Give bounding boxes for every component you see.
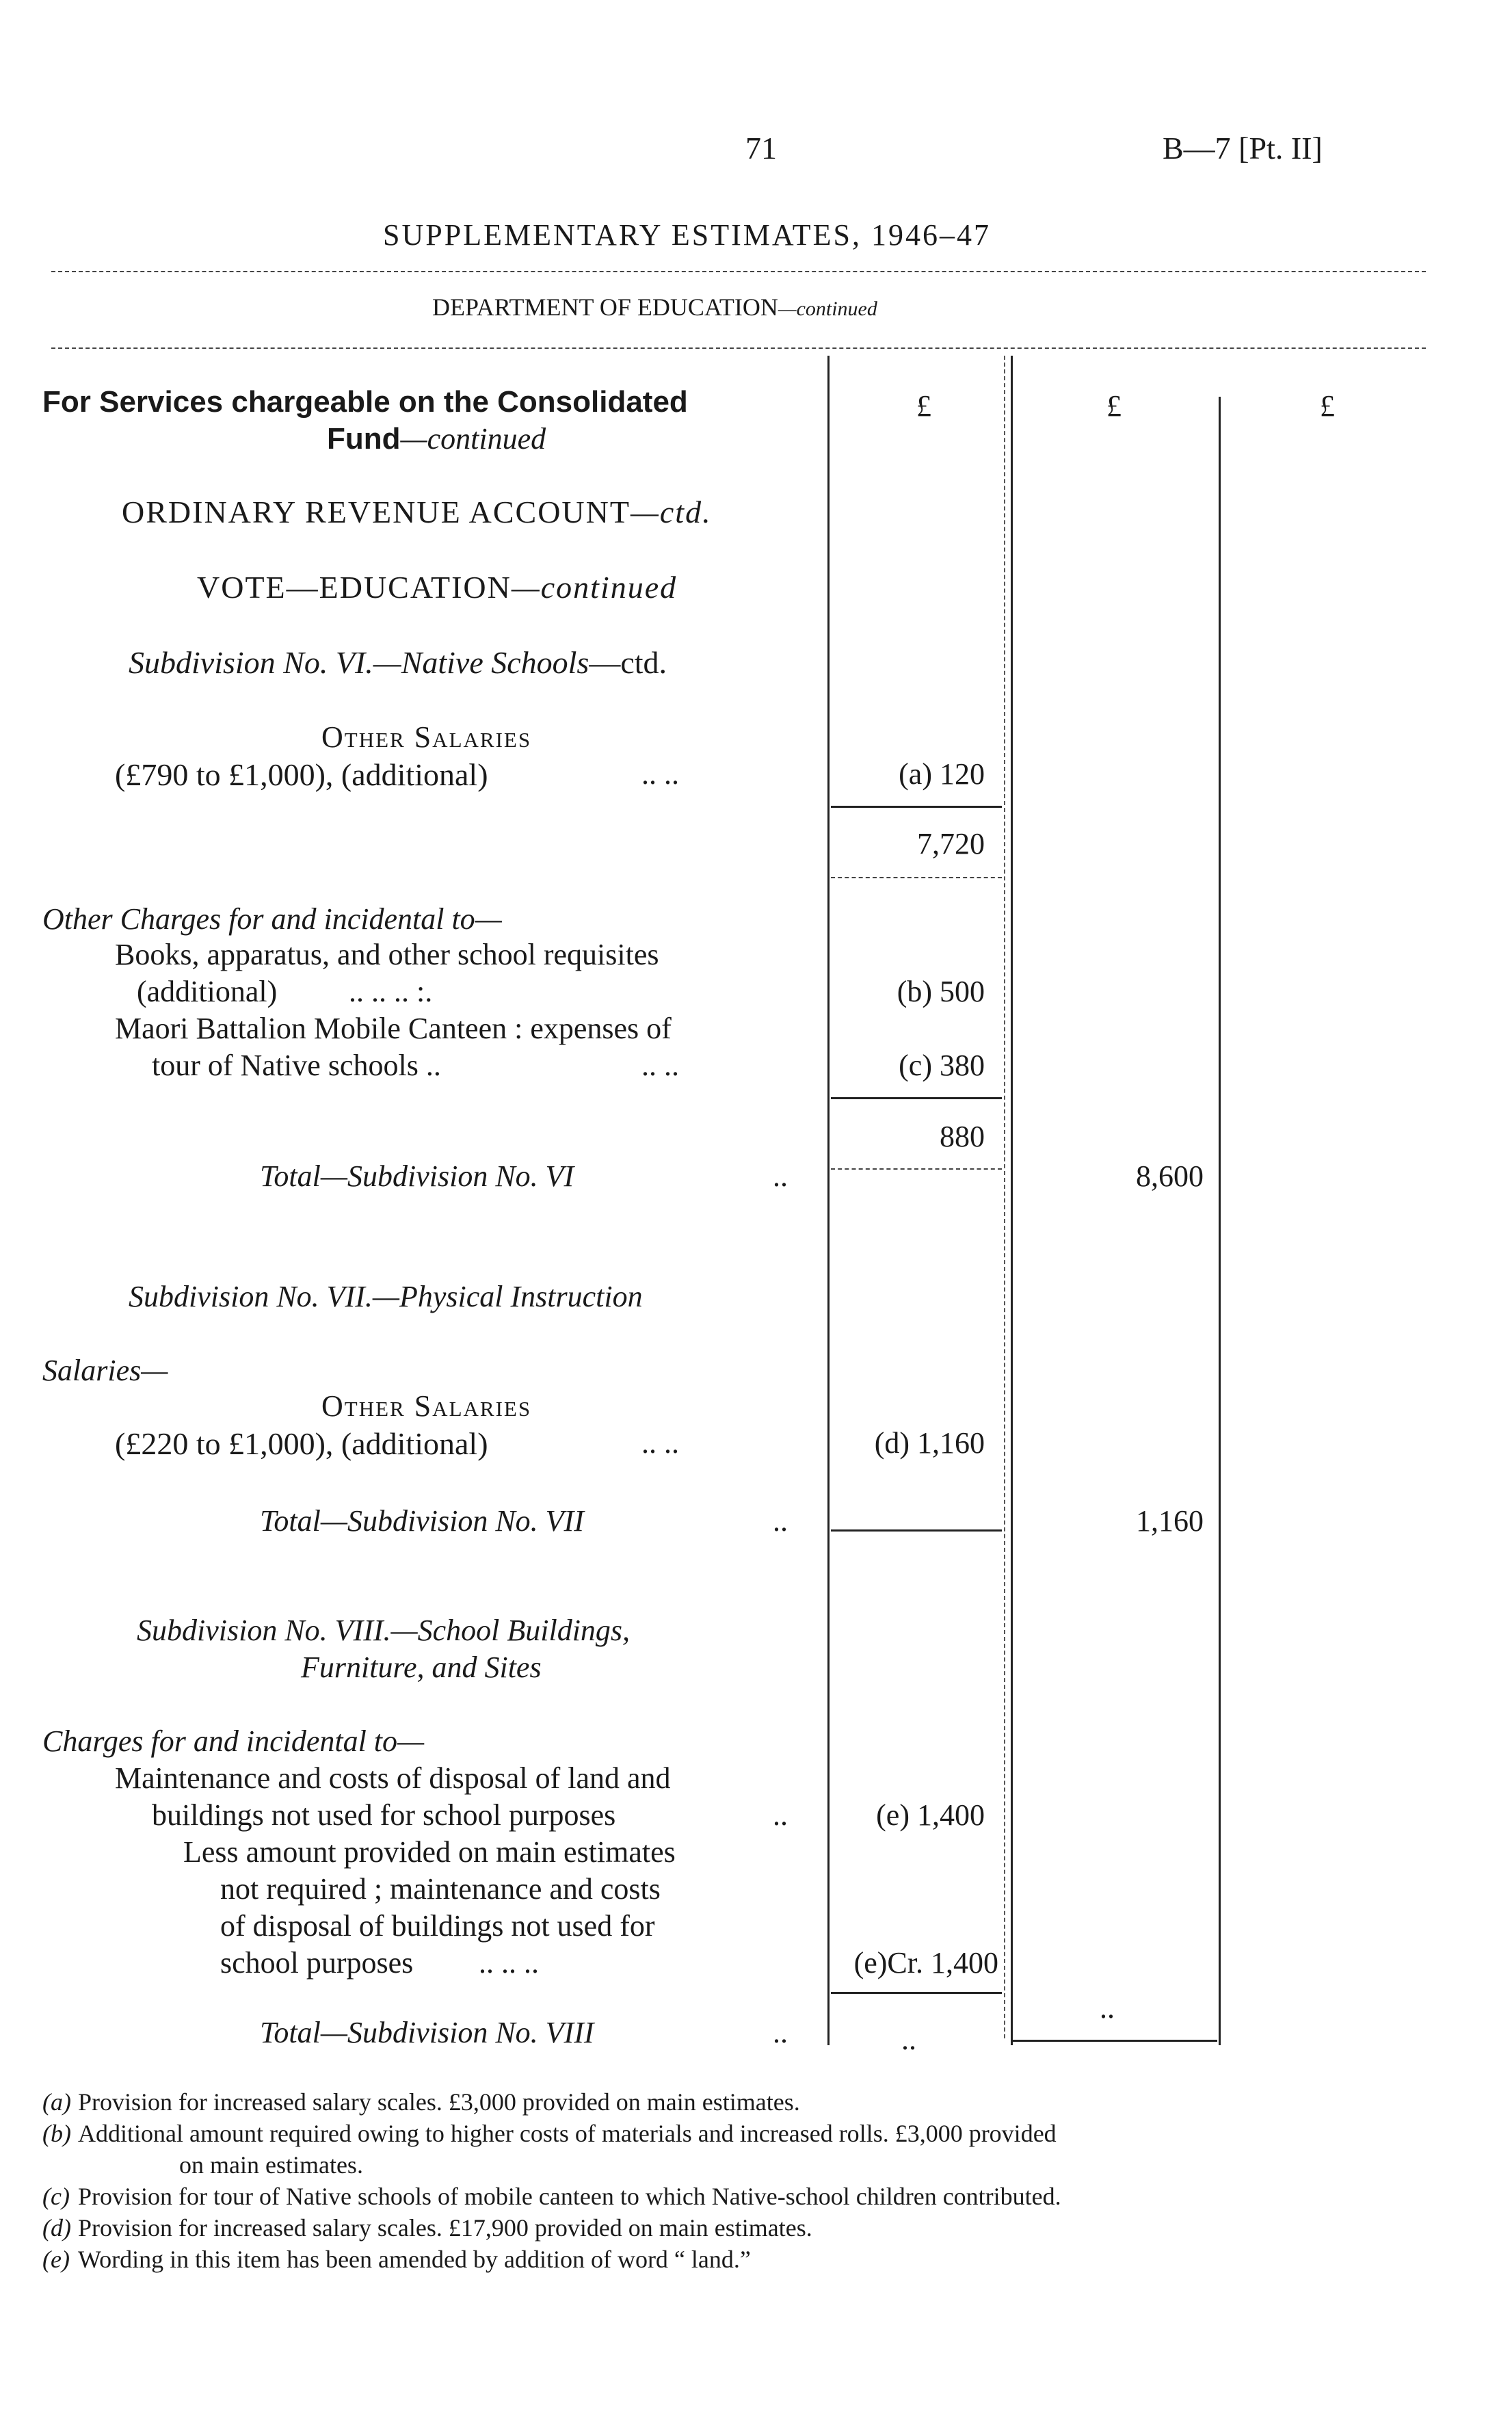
subdivision-7-total-amount: 1,160 [1136, 1504, 1204, 1538]
footnote-c [42, 2182, 1061, 2211]
subdivision-8-title-line-1: Subdivision No. VIII.—School Buildings, [137, 1614, 631, 1647]
footnote-b-continued: on main estimates. [179, 2151, 363, 2179]
department-rule [51, 347, 1426, 349]
subdivision-8-total-col1: .. [901, 2023, 916, 2056]
footnote-e-text: Wording in this item has been amended by addition of word “ land.” [78, 2246, 751, 2273]
subdivision-7-rule [831, 1529, 1002, 1532]
maintenance-leader: .. [773, 1798, 788, 1832]
footnote-b-text: Additional amount required owing to higher costs of materials and increased rolls. £3,000 provided [78, 2120, 1057, 2147]
footnote-a-text: Provision for increased salary scales. £3,000 provided on main estimates. [78, 2088, 800, 2116]
footnote-e [42, 2245, 751, 2274]
subdivision-7-total-leader: .. [773, 1504, 788, 1538]
services-heading-line2 [327, 421, 546, 456]
footnote-e-mark: (e) [42, 2246, 70, 2273]
books-amount: (b) 500 [897, 975, 985, 1008]
subdivision-6-name: Subdivision No. VI.—Native Schools [129, 645, 589, 680]
subdivision-6-salaries-rule [831, 806, 1002, 808]
department-name: DEPARTMENT OF EDUCATION [432, 293, 778, 321]
less-amount-leader: .. .. .. [479, 1946, 539, 1980]
page-number: 71 [745, 131, 777, 166]
maori-canteen-line-2: tour of Native schools .. [152, 1049, 441, 1082]
footnote-a [42, 2088, 800, 2116]
column-1-currency: £ [916, 389, 931, 423]
account-heading [122, 494, 712, 530]
footnote-a-mark: (a) [42, 2088, 71, 2116]
subdivision-6-total-label: Total—Subdivision No. VI [260, 1159, 574, 1193]
footnote-b-mark: (b) [42, 2120, 71, 2147]
less-amount-value: (e)Cr. 1,400 [853, 1946, 998, 1980]
subdivision-8-total-col2: .. [1100, 1991, 1115, 2025]
account-name: ORDINARY REVENUE ACCOUNT [122, 495, 631, 529]
subdivision-8-total-label: Total—Subdivision No. VIII [260, 2016, 594, 2049]
subdivision-8-title-line-2: Furniture, and Sites [301, 1651, 542, 1684]
subdivision-7-salaries-label: Salaries— [42, 1354, 168, 1387]
subdivision-6-salaries-amount: (a) 120 [899, 757, 985, 791]
account-continued: —ctd. [630, 495, 712, 529]
footnote-d-mark: (d) [42, 2214, 71, 2242]
subdivision-8-total-leader: .. [773, 2016, 788, 2049]
subdivision-6-charges-rule [831, 1097, 1002, 1099]
subdivision-8-rule [831, 1992, 1002, 1994]
footnote-d-text: Provision for increased salary scales. £17,900 provided on main estimates. [78, 2214, 812, 2242]
footnote-c-mark: (c) [42, 2183, 70, 2210]
less-amount-line-2: not required ; maintenance and costs [220, 1872, 661, 1906]
subdivision-6-total-amount: 8,600 [1136, 1159, 1204, 1193]
services-heading: For Services chargeable on the Consolidated [42, 385, 688, 419]
footnote-b [42, 2119, 1057, 2148]
subdivision-6-salaries-item: (£790 to £1,000), (additional) [115, 757, 488, 792]
footnote-c-text: Provision for tour of Native schools of mobile canteen to which Native-school children contributed. [78, 2183, 1061, 2210]
subdivision-6-title [129, 644, 667, 681]
column-rule-1 [827, 356, 830, 2045]
subdivision-6-charges-total: 880 [940, 1120, 985, 1153]
maori-canteen-leader: .. .. [641, 1049, 679, 1082]
subdivision-7-total-label: Total—Subdivision No. VII [260, 1504, 584, 1538]
subdivision-6-total-leader: .. [773, 1159, 788, 1193]
vote-heading [197, 569, 677, 605]
department-title [432, 293, 877, 321]
subdivision-7-title: Subdivision No. VII.—Physical Instruction [129, 1280, 643, 1313]
department-continued: —continued [778, 298, 877, 320]
fund-continued: —continued [400, 422, 546, 456]
subdivision-6-continued: —ctd. [589, 645, 667, 680]
maori-canteen-amount: (c) 380 [899, 1049, 985, 1082]
subdivision-7-other-salaries: Other Salaries [321, 1389, 532, 1423]
column-rule-2 [1004, 356, 1005, 2038]
less-amount-line-4: school purposes [220, 1946, 414, 1980]
books-line-1: Books, apparatus, and other school requisites [115, 938, 659, 971]
column-rule-3 [1219, 397, 1221, 2045]
column-2-currency: £ [1106, 389, 1122, 423]
vote-name: VOTE—EDUCATION [197, 570, 512, 605]
maintenance-amount: (e) 1,400 [876, 1798, 985, 1832]
subdivision-7-item: (£220 to £1,000), (additional) [115, 1426, 488, 1461]
footnote-d [42, 2213, 812, 2242]
subdivision-6-charges-title: Other Charges for and incidental to— [42, 902, 502, 936]
subdivision-6-salaries-leader: .. .. [641, 757, 679, 791]
books-line-2: (additional) [137, 975, 278, 1008]
less-amount-line-3: of disposal of buildings not used for [220, 1909, 655, 1943]
books-leader: .. .. .. :. [349, 975, 433, 1008]
subdivision-8-charges-title: Charges for and incidental to— [42, 1724, 425, 1758]
page-title: SUPPLEMENTARY ESTIMATES, 1946–47 [383, 218, 992, 252]
subdivision-6-other-salaries: Other Salaries [321, 720, 532, 754]
subdivision-7-item-leader: .. .. [641, 1426, 679, 1460]
subdivision-8-total-rule [1012, 2040, 1217, 2042]
document-reference: B—7 [Pt. II] [1163, 131, 1323, 166]
subdivision-6-salaries-total: 7,720 [917, 827, 985, 860]
fund-label: Fund [327, 422, 401, 456]
subdivision-6-salaries-total-rule [831, 877, 1002, 878]
maintenance-line-2: buildings not used for school purposes [152, 1798, 616, 1832]
column-3-currency: £ [1320, 389, 1335, 423]
less-amount-line-1: Less amount provided on main estimates [183, 1835, 676, 1869]
maori-canteen-line-1: Maori Battalion Mobile Canteen : expenses of [115, 1012, 672, 1045]
title-rule [51, 271, 1426, 272]
subdivision-7-item-amount: (d) 1,160 [874, 1426, 985, 1460]
maintenance-line-1: Maintenance and costs of disposal of land and [115, 1761, 671, 1795]
vote-continued: —continued [511, 570, 678, 605]
column-rule-2b [1011, 356, 1013, 2045]
subdivision-6-charges-total-rule [831, 1168, 1002, 1170]
